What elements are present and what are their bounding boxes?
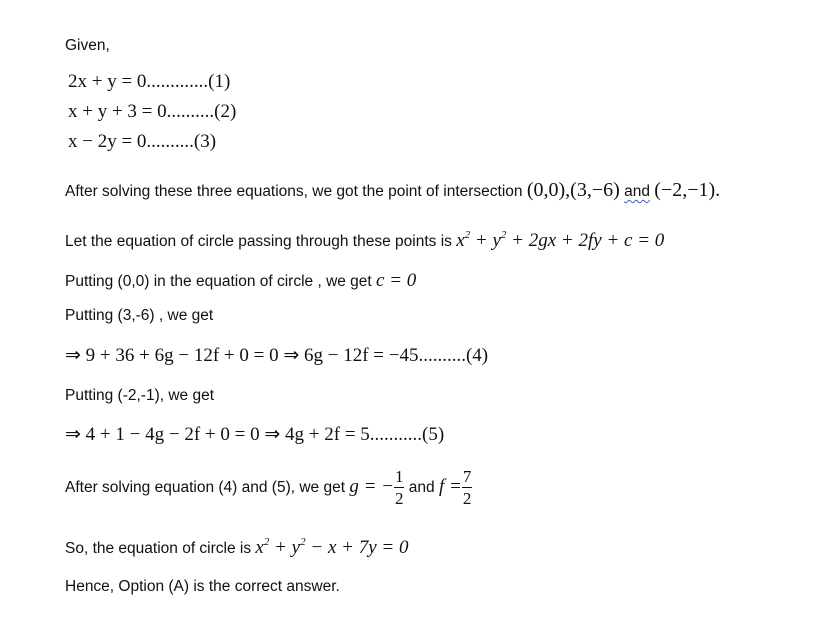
intersection-points-a: (0,0),(3,−6) — [526, 179, 620, 201]
equation-1: 2x + y = 0.............(1) — [68, 71, 231, 92]
g-lhs: g = − — [349, 476, 394, 497]
f-lhs: f = — [438, 476, 462, 497]
circle-line — [65, 230, 664, 250]
g-fraction: $\frac{1}{2}$ — [394, 467, 404, 509]
intersection-points-b: (−2,−1). — [654, 179, 721, 201]
put00-line — [65, 271, 416, 290]
and-word: and — [408, 479, 435, 496]
f-fraction: $\frac{7}{2}$ — [462, 467, 472, 509]
circle-text: Let the equation of circle passing through these points is — [65, 233, 452, 250]
put00-text: Putting (0,0) in the equation of circle , we get — [65, 273, 372, 290]
solve-text: After solving equation (4) and (5), we get — [65, 479, 346, 496]
final-equation: $x^2 + y^2 - x + 7y = 0$ — [255, 536, 409, 558]
circle-general-equation: $x^2 + y^2 + 2gx + 2fy + c = 0$ — [456, 229, 665, 251]
solve-line — [65, 464, 472, 512]
equation-3: x − 2y = 0..........(3) — [68, 131, 217, 152]
put36-line: Putting (3,-6) , we get — [65, 307, 214, 324]
intersection-and: and — [624, 183, 650, 200]
equation-2: x + y + 3 = 0..........(2) — [68, 101, 237, 122]
put21-line: Putting (-2,-1), we get — [65, 387, 215, 404]
final-text: So, the equation of circle is — [65, 540, 252, 557]
intersection-text: After solving these three equations, we got the point of intersection — [65, 183, 523, 200]
given-label: Given, — [65, 37, 110, 54]
equation-5: ⇒ 4 + 1 − 4g − 2f + 0 = 0 ⇒ 4g + 2f = 5...........(5) — [65, 424, 445, 445]
final-line — [65, 537, 408, 557]
intersection-line — [65, 180, 720, 200]
equation-4: ⇒ 9 + 36 + 6g − 12f + 0 = 0 ⇒ 6g − 12f = −45..........(4) — [65, 345, 489, 366]
put00-result: c = 0 — [376, 270, 417, 291]
answer-line: Hence, Option (A) is the correct answer. — [65, 578, 340, 595]
